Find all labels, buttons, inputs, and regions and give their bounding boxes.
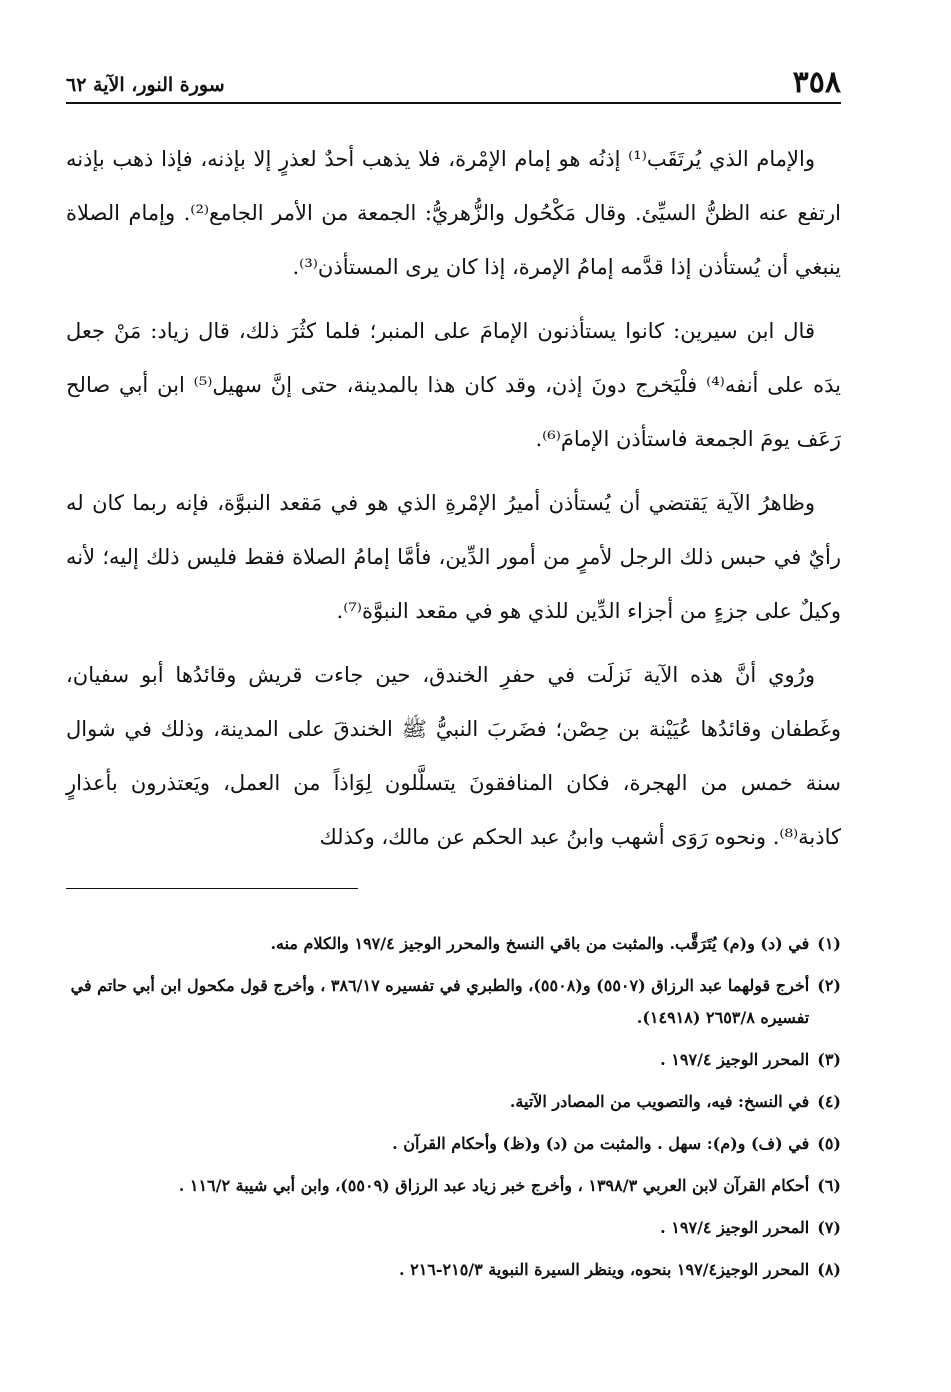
paragraph: والإمام الذي يُرتَقَب⁽¹⁾ إذنُه هو إمام الإمْرة، فلا يذهب أحدٌ لعذرٍ إلا بإذنه، فإذا ذهب بإذنه ارتفع عنه الظنُّ السيِّئ. وقال مَكْحُول والزُّهريُّ: الجمعة من الأمر الجامع⁽²⁾. وإمام الصلاة ينبغي أن يُستأذن إذا قدَّمه إمامُ الإمرة، إذا كان يرى المستأذن⁽³⁾. xyxy=(66,147,841,279)
footnote-text: المحرر الوجيز١٩٧/٤ بنحوه، وينظر السيرة النبوية ٢١٥/٣-٢١٦ . xyxy=(398,1260,810,1279)
running-title: سورة النور، الآية ٦٢ xyxy=(66,74,225,96)
footnote-number: (٢) xyxy=(817,976,841,995)
footnote xyxy=(66,1128,841,1160)
footnote-number: (٦) xyxy=(817,1176,841,1195)
page-header xyxy=(66,58,841,104)
footnote-text: المحرر الوجيز ١٩٧/٤ . xyxy=(660,1218,810,1237)
footnote-number: (٣) xyxy=(817,1050,841,1069)
paragraph: قال ابن سيرين: كانوا يستأذنون الإمامَ على المنبر؛ فلما كثُرَ ذلك، قال زياد: مَنْ جعل يدَه على أنفه⁽⁴⁾ فلْيَخرج دونَ إذن، وقد كان هذا بالمدينة، حتى إنَّ سهيل⁽⁵⁾ ابن أبي صالح رَعَف يومَ الجمعة فاستأذن الإمامَ⁽⁶⁾. xyxy=(66,319,842,451)
main-text xyxy=(66,132,841,874)
footnote-text: في النسخ: فيه، والتصويب من المصادر الآتية. xyxy=(509,1092,810,1111)
footnote-text: المحرر الوجيز ١٩٧/٤ . xyxy=(660,1050,810,1069)
footnote-text: أخرج قولهما عبد الرزاق (٥٥٠٧) و(٥٥٠٨)، والطبري في تفسيره ٣٨٦/١٧ ، وأخرج قول مكحول ابن أبي حاتم في تفسيره ٢٦٥٣/٨ (١٤٩١٨). xyxy=(70,976,810,1027)
footnote-number: (٥) xyxy=(817,1134,841,1153)
footnote-number: (٨) xyxy=(817,1260,841,1279)
footnote xyxy=(66,1044,841,1076)
footnote-separator xyxy=(66,888,358,889)
footnote-number: (١) xyxy=(817,934,841,953)
footnotes xyxy=(66,928,841,1296)
paragraph: وظاهرُ الآية يَقتضي أن يُستأذن أميرُ الإمْرةِ الذي هو في مَقعد النبوَّة، فإنه ربما كان له رأيٌ في حبس ذلك الرجل لأمرٍ من أمور الدِّين، فأمَّا إمامُ الصلاة فقط فليس ذلك إليه؛ لأنه وكيلٌ على جزءٍ من أجزاء الدِّين للذي هو في مقعد النبوَّة⁽⁷⁾. xyxy=(66,491,841,623)
paragraph: ورُوي أنَّ هذه الآية نَزلَت في حفرِ الخندق، حين جاءت قريش وقائدُها أبو سفيان، وغَطفان وقائدُها عُيَيْنة بن حِصْن؛ فضَربَ النبيُّ ﷺ الخندقَ على المدينة، وذلك في شوال سنة خمس من الهجرة، فكان المنافقونَ يتسلَّلون لِوَاذاً من العمل، ويَعتذرون بأعذارٍ كاذبة⁽⁸⁾. ونحوه رَوَى أشهب وابنُ عبد الحكم عن مالك، وكذلك xyxy=(66,663,841,849)
footnote xyxy=(66,1086,841,1118)
footnote-text: أحكام القرآن لابن العربي ١٣٩٨/٣ ، وأخرج خبر زياد عبد الرزاق (٥٥٠٩)، وابن أبي شيبة ١١٦/٢ . xyxy=(178,1176,810,1195)
footnote xyxy=(66,928,841,960)
footnote-number: (٧) xyxy=(817,1218,841,1237)
page-number: ٣٥٨ xyxy=(792,65,841,100)
footnote-text: في (ف) و(م): سهل . والمثبت من (د) و(ظ) وأحكام القرآن . xyxy=(392,1134,810,1153)
footnote-number: (٤) xyxy=(817,1092,841,1111)
footnote xyxy=(66,1254,841,1286)
footnote-text: في (د) و(م) يُتَرَقَّب. والمثبت من باقي النسخ والمحرر الوجيز ١٩٧/٤ والكلام منه. xyxy=(270,934,810,953)
footnote xyxy=(66,1212,841,1244)
footnote xyxy=(66,1170,841,1202)
footnote xyxy=(66,970,841,1034)
